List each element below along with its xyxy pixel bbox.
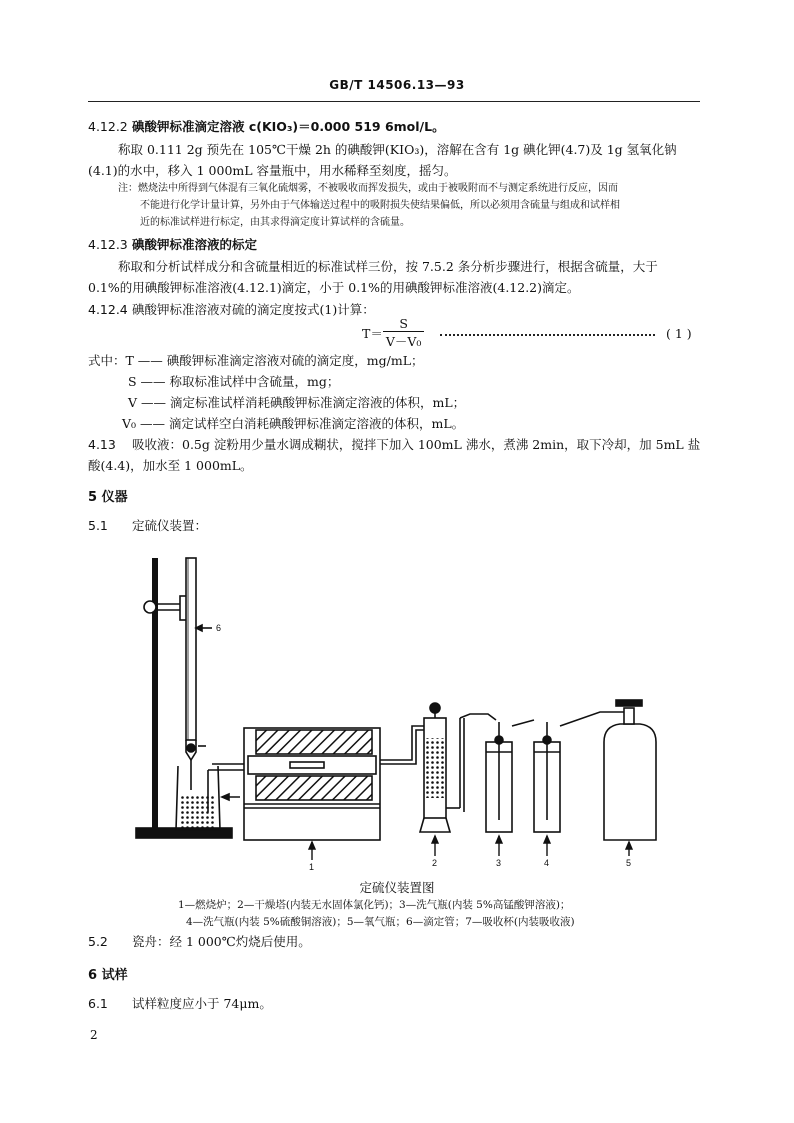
clamp-knob <box>144 601 156 613</box>
label-6: 6 <box>216 623 222 633</box>
body-text: 试样粒度应小于 74μm。 <box>132 996 272 1011</box>
figure-legend-line: 1—燃烧炉；2—干燥塔(内装无水固体氯化钙)；3—洗气瓶(内装 5%高锰酸钾溶液)； <box>178 899 571 911</box>
formula-numerator: S <box>383 316 425 332</box>
burette-stopcock <box>187 744 195 752</box>
body-text: 定硫仪装置： <box>132 518 208 533</box>
formula-lhs: T＝ <box>362 326 383 341</box>
clause-title: 碘酸钾标准溶液的标定 <box>132 237 258 252</box>
burette <box>186 558 196 740</box>
clause-title: 碘酸钾标准滴定溶液 c(KIO₃)＝0.000 519 6mol/L。 <box>132 119 445 134</box>
note-line: 注：燃烧法中所得到气体混有三氧化硫烟雾，不被吸收而挥发损失，或由于被吸附而不与测定系统进行反应，因而 <box>118 183 618 194</box>
figure-legend-line: 4—洗气瓶(内装 5%硫酸铜溶液)；5—氧气瓶；6—滴定管；7—吸收杯(内装吸收液) <box>186 916 575 928</box>
equation-number: ( 1 ) <box>666 326 692 341</box>
stand-rod <box>152 558 158 830</box>
note-line: 不能进行化学计量计算，另外由于气体输送过程中的吸附损失使结果偏低，所以必须用含硫量与组成和试样相 <box>140 200 620 211</box>
clause-5-2 <box>88 933 700 951</box>
where-line: V —— 滴定标准试样消耗碘酸钾标准滴定溶液的体积，mL； <box>128 395 466 410</box>
label-1: 1 <box>309 862 315 872</box>
section-heading: 5 仪器 <box>88 490 128 505</box>
clause-number: 5.2 <box>88 934 108 949</box>
clause-number: 4.12.3 <box>88 237 128 252</box>
where-line: V₀ —— 滴定试样空白消耗碘酸钾标准滴定溶液的体积，mL。 <box>122 416 465 431</box>
label-5: 5 <box>626 858 632 868</box>
body-text: 吸收液：0.5g 淀粉用少量水调成糊状，搅拌下加入 100mL 沸水，煮沸 2min，取下冷却，加 5mL 盐 <box>132 437 701 452</box>
figure-caption: 定硫仪装置图 <box>359 880 435 895</box>
page-header: GB/T 14506.13—93 <box>329 78 465 92</box>
label-3: 3 <box>496 858 502 868</box>
note-line: 近的标准试样进行标定，由其求得滴定度计算试样的含硫量。 <box>140 217 410 228</box>
clause-number: 4.12.4 <box>88 302 128 317</box>
body-line: 0.1%的用碘酸钾标准溶液(4.12.1)滴定，小于 0.1%的用碘酸钾标准溶液(4.12.2)滴定。 <box>88 280 580 295</box>
clause-number: 5.1 <box>88 518 108 533</box>
body-text: 瓷舟：经 1 000℃灼烧后使用。 <box>132 934 311 949</box>
oxygen-cylinder <box>604 724 656 840</box>
body-line: (4.1)的水中，移入 1 000mL 容量瓶中，用水稀释至刻度，摇匀。 <box>88 163 457 178</box>
clause-number: 4.13 <box>88 437 116 452</box>
formula-denominator: V－V₀ <box>385 334 422 349</box>
body-line: 酸(4.4)，加水至 1 000mL。 <box>88 458 253 473</box>
clause-number: 6.1 <box>88 996 108 1011</box>
section-heading: 6 试样 <box>88 968 128 983</box>
where-line: 式中：T —— 碘酸钾标准滴定溶液对硫的滴定度，mg/mL； <box>88 353 424 368</box>
clause-number: 4.12.2 <box>88 119 128 134</box>
body-line: 称取和分析试样成分和含硫量相近的标准试样三份，按 7.5.2 条分析步骤进行，根据含硫量，大于 <box>118 259 658 274</box>
label-2: 2 <box>432 858 438 868</box>
page-number: 2 <box>90 1028 98 1042</box>
clause-title: 碘酸钾标准溶液对硫的滴定度按式(1)计算： <box>132 302 375 317</box>
body-line: 称取 0.111 2g 预先在 105℃干燥 2h 的碘酸钾(KIO₃)，溶解在含有 1g 碘化钾(4.7)及 1g 氢氧化钠 <box>118 142 677 157</box>
clause-6-1 <box>88 995 700 1013</box>
label-4: 4 <box>544 858 550 868</box>
where-line: S —— 称取标准试样中含硫量，mg； <box>128 374 340 389</box>
